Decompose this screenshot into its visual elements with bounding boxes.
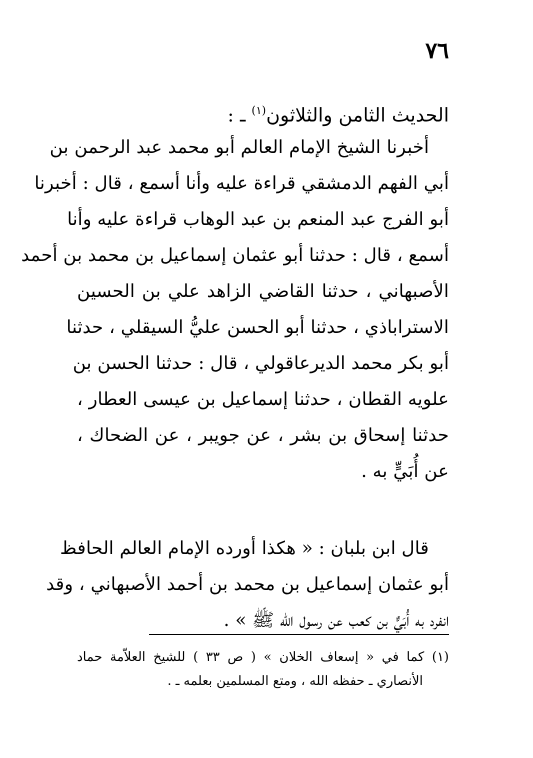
footnote-divider <box>149 634 449 635</box>
heading-title: الحديث الثامن والثلاثون <box>266 104 449 127</box>
footnote-line: (١) كما في « إسعاف الخلان » ( ص ٣٣ ) للشيخ العلاّمة حماد <box>77 650 449 665</box>
text-line: قال ابن بلبان : « هكذا أورده الإمام العالم الحافظ <box>59 538 429 559</box>
text-line: أسمع ، قال : حدثنا أبو عثمان إسماعيل بن محمد بن أحمد <box>21 245 449 266</box>
heading-suffix: ـ : <box>227 104 252 127</box>
hadith-heading <box>69 96 449 130</box>
page-number: ٧٦ <box>425 38 449 64</box>
text-line: الأصبهاني ، حدثنا القاضي الزاهد علي بن الحسين <box>77 281 449 302</box>
commentary-paragraph <box>46 531 449 639</box>
text-line: أبو بكر محمد الديرعاقولي ، قال : حدثنا الحسن بن <box>72 353 449 374</box>
text-line: انفرد به أُبَيٌّ بن كعب عن رسول الله ﷺ » . <box>223 610 449 631</box>
text-line: أبي الفهم الدمشقي قراءة عليه وأنا أسمع ، قال : أخبرنا <box>34 173 449 194</box>
text-line: الاستراباذي ، حدثنا أبو الحسن عليُّ السيقلي ، حدثنا <box>66 317 449 338</box>
isnad-paragraph <box>21 130 449 490</box>
footnote <box>77 646 449 694</box>
text-line: أبو الفرج عبد المنعم بن عبد الوهاب قراءة عليه وأنا <box>67 209 449 230</box>
text-line: أبو عثمان إسماعيل بن محمد بن أحمد الأصبهاني ، وقد <box>46 574 449 595</box>
footnote-line: الأنصاري ـ حفظه الله ، ومتع المسلمين بعلمه ـ . <box>167 674 423 689</box>
text-line: حدثنا إسحاق بن بشر ، عن جويبر ، عن الضحاك ، <box>77 425 449 446</box>
footnote-reference[interactable]: (١) <box>251 104 267 117</box>
text-line: أخبرنا الشيخ الإمام العالم أبو محمد عبد الرحمن بن <box>49 137 429 158</box>
text-line: علويه القطان ، حدثنا إسماعيل بن عيسى العطار ، <box>77 389 449 410</box>
text-line: عن أُبَيٍّ به . <box>361 461 449 482</box>
